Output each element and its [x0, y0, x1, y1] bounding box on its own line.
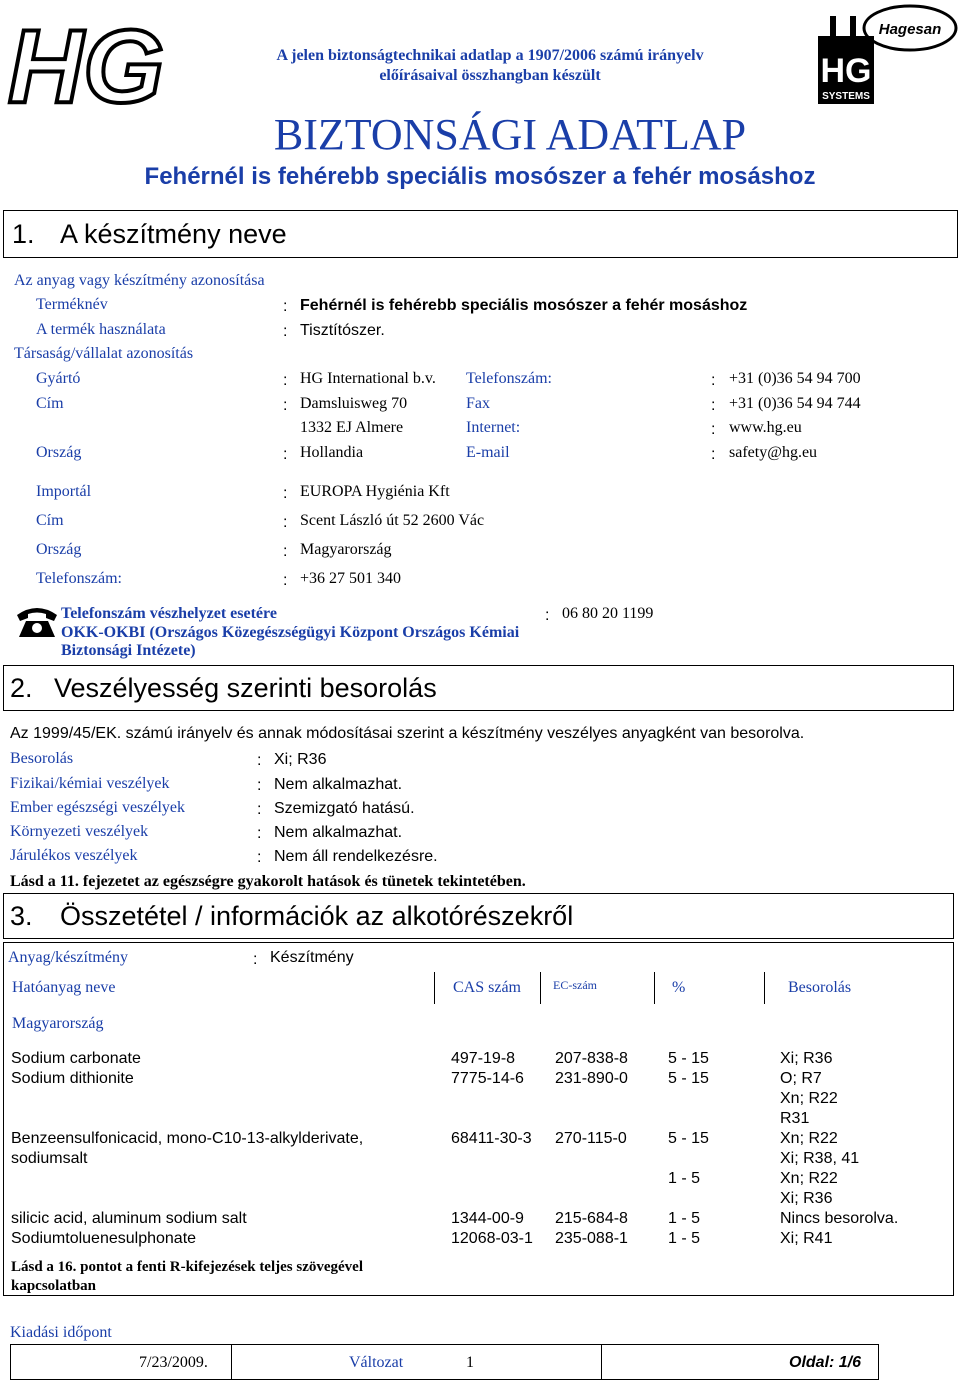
ingredient-classification: Xn; R22: [780, 1090, 838, 1107]
hg-logo: [6, 14, 166, 114]
emergency-org-line-2: Biztonsági Intézete): [61, 642, 196, 659]
column-divider: [764, 972, 765, 1004]
hazard-value: Nem áll rendelkezésre.: [274, 848, 438, 865]
hg-systems-logo: [812, 2, 960, 108]
colon: :: [283, 298, 288, 315]
emergency-phone: 06 80 20 1199: [562, 605, 654, 622]
identification-heading: Az anyag vagy készítmény azonosítása: [14, 272, 265, 289]
section-2-number: 2.: [10, 673, 33, 703]
issue-date-label: Kiadási időpont: [10, 1324, 112, 1341]
section-2-header: [3, 665, 954, 711]
ingredient-percent: 5 - 15: [668, 1070, 709, 1087]
ingredient-ec: 207-838-8: [555, 1050, 628, 1067]
fax-label: Fax: [466, 395, 490, 412]
ingredient-classification: Xi; R36: [780, 1190, 833, 1207]
colon: :: [283, 485, 288, 502]
section-1-header: [3, 210, 958, 258]
importer-label: Importál: [36, 483, 92, 500]
hazard-value: Xi; R36: [274, 751, 327, 768]
column-header-cas: CAS szám: [453, 979, 521, 996]
regulation-line-1: A jelen biztonságtechnikai adatlap a 1907/2006 számú irányelv: [276, 47, 704, 64]
section-3-note: [11, 1258, 363, 1296]
internet-link[interactable]: www.hg.eu: [729, 419, 802, 436]
colon: :: [257, 825, 262, 842]
product-name-label: Terméknév: [36, 296, 108, 313]
email-link[interactable]: safety@hg.eu: [729, 444, 818, 461]
issue-date: 7/23/2009.: [139, 1354, 208, 1371]
internet-label: Internet:: [466, 419, 521, 436]
hazard-label: Ember egészségi veszélyek: [10, 799, 186, 816]
ingredient-name: Benzeensulfonicacid, mono-C10-13-alkylderivate,: [11, 1130, 364, 1147]
ingredient-percent: 1 - 5: [668, 1210, 701, 1227]
ingredient-cas: 1344-00-9: [451, 1210, 524, 1227]
brand-badge-text: Hagesan: [878, 21, 942, 38]
importer-value: EUROPA Hygiénia Kft: [300, 483, 450, 500]
country-value: Hollandia: [300, 444, 364, 461]
column-header-percent: %: [672, 979, 686, 996]
telephone-icon: [14, 603, 60, 639]
section-3-header: [3, 893, 954, 939]
manufacturer-label: Gyártó: [36, 370, 81, 387]
ingredient-classification: Xn; R22: [780, 1130, 838, 1147]
product-subtitle: Fehérnél is fehérebb speciális mosószer a fehér mosáshoz: [144, 163, 816, 190]
ingredient-ec: 231-890-0: [555, 1070, 628, 1087]
manufacturer-value: HG International b.v.: [300, 370, 436, 387]
hazard-value: Nem alkalmazhat.: [274, 824, 403, 841]
logo-text: HG: [8, 14, 164, 114]
hazard-label: Járulékos veszélyek: [10, 847, 138, 864]
product-use-label: A termék használata: [36, 321, 166, 338]
phone-value: +31 (0)36 54 94 700: [729, 370, 861, 387]
section-2-title: Veszélyesség szerinti besorolás: [54, 673, 437, 703]
section-1-title: A készítmény neve: [60, 219, 287, 249]
importer-phone-value: +36 27 501 340: [300, 570, 402, 587]
hazard-label: Fizikai/kémiai veszélyek: [10, 775, 170, 792]
phone-label: Telefonszám:: [466, 370, 552, 387]
regulation-line-2: előírásaival összhangban készült: [379, 67, 601, 84]
hazard-label: Besorolás: [10, 750, 74, 767]
ingredient-name: silicic acid, aluminum sodium salt: [11, 1210, 247, 1227]
regulation-notice: [200, 46, 780, 86]
colon: :: [283, 323, 288, 340]
brand-logo-subtext: SYSTEMS: [822, 91, 870, 102]
footer-divider: [601, 1345, 602, 1379]
ingredient-classification: Xi; R41: [780, 1230, 833, 1247]
ingredient-cas: 68411-30-3: [451, 1130, 532, 1147]
ingredient-name-cont: sodiumsalt: [11, 1150, 88, 1167]
colon: :: [283, 543, 288, 560]
colon: :: [711, 372, 716, 389]
importer-country-label: Ország: [36, 541, 82, 558]
address-label: Cím: [36, 395, 64, 412]
country-label: Ország: [36, 444, 82, 461]
section-1-number: 1.: [12, 219, 35, 249]
document-title: BIZTONSÁGI ADATLAP: [273, 110, 747, 159]
ingredient-name: Sodiumtoluenesulphonate: [11, 1230, 197, 1247]
ingredient-ec: 270-115-0: [555, 1130, 627, 1147]
colon: :: [283, 446, 288, 463]
section-3-note-line-2: kapcsolatban: [11, 1278, 97, 1294]
column-divider: [540, 972, 541, 1004]
product-use-value: Tisztítószer.: [300, 322, 385, 339]
page-number: Oldal: 1/6: [789, 1354, 862, 1371]
colon: :: [711, 446, 716, 463]
brand-logo: [812, 2, 960, 108]
colon: :: [711, 421, 716, 438]
footer-box: [10, 1344, 879, 1380]
importer-country-value: Magyarország: [300, 541, 392, 558]
colon: :: [257, 752, 262, 769]
ingredient-percent: 5 - 15: [668, 1130, 709, 1147]
ingredient-cas: 12068-03-1: [451, 1230, 533, 1247]
importer-phone-label: Telefonszám:: [36, 570, 122, 587]
product-name-value: Fehérnél is fehérebb speciális mosószer a fehér mosáshoz: [300, 297, 748, 314]
emergency-label: Telefonszám vészhelyzet esetére: [61, 605, 277, 622]
ingredient-classification: Xn; R22: [780, 1170, 838, 1187]
column-header-name: Hatóanyag neve: [12, 979, 116, 996]
column-divider: [654, 972, 655, 1004]
substance-value: Készítmény: [270, 949, 354, 966]
ingredient-percent: 5 - 15: [668, 1050, 709, 1067]
composition-country: Magyarország: [12, 1015, 104, 1032]
ingredient-percent: 1 - 5: [668, 1230, 701, 1247]
hg-logo-graphic: [6, 14, 166, 114]
colon: :: [283, 514, 288, 531]
column-divider: [434, 972, 435, 1004]
company-heading: Társaság/vállalat azonosítás: [14, 345, 194, 362]
column-header-classification: Besorolás: [788, 979, 852, 996]
section-3-note-line-1: Lásd a 16. pontot a fenti R-kifejezések teljes szövegével: [11, 1259, 364, 1275]
ingredient-cas: 497-19-8: [451, 1050, 516, 1067]
brand-logo-text: HG: [820, 52, 872, 90]
address-line-1: Damsluisweg 70: [300, 395, 408, 412]
address-line-2: 1332 EJ Almere: [300, 419, 404, 436]
ingredient-classification: Xi; R38, 41: [780, 1150, 860, 1167]
ingredient-percent: 1 - 5: [668, 1170, 701, 1187]
ingredient-classification: R31: [780, 1110, 810, 1127]
column-header-ec: EC-szám: [553, 978, 597, 992]
colon: :: [257, 801, 262, 818]
hazard-value: Nem alkalmazhat.: [274, 776, 403, 793]
section-3-title: Összetétel / információk az alkotórészekről: [60, 901, 574, 931]
ingredient-name: Sodium dithionite: [11, 1070, 134, 1087]
classification-intro: Az 1999/45/EK. számú irányelv és annak módosításai szerint a készítmény veszélyes anyagként van besorolva.: [10, 725, 805, 742]
importer-address-label: Cím: [36, 512, 64, 529]
ingredient-classification: O; R7: [780, 1070, 822, 1087]
colon: :: [257, 777, 262, 794]
section-3-number: 3.: [10, 901, 33, 931]
hazard-label: Környezeti veszélyek: [10, 823, 149, 840]
ingredient-name: Sodium carbonate: [11, 1050, 141, 1067]
email-label: E-mail: [466, 444, 510, 461]
ingredient-classification: Xi; R36: [780, 1050, 833, 1067]
colon: :: [253, 951, 258, 968]
ingredient-ec: 215-684-8: [555, 1210, 628, 1227]
colon: :: [283, 397, 288, 414]
ingredient-ec: 235-088-1: [555, 1230, 628, 1247]
fax-value: +31 (0)36 54 94 744: [729, 395, 861, 412]
hazard-value: Szemizgató hatású.: [274, 800, 415, 817]
version-value: 1: [466, 1354, 474, 1371]
colon: :: [257, 849, 262, 866]
colon: :: [283, 372, 288, 389]
footer-divider: [231, 1345, 232, 1379]
importer-address-value: Scent László út 52 2600 Vác: [300, 512, 485, 529]
section-2-note: Lásd a 11. fejezetet az egészségre gyakorolt hatások és tünetek tekintetében.: [10, 873, 526, 890]
colon: :: [283, 572, 288, 589]
substance-label: Anyag/készítmény: [8, 949, 128, 966]
colon: :: [711, 397, 716, 414]
emergency-org-line-1: OKK-OKBI (Országos Közegészségügyi Központ Országos Kémiai: [61, 624, 520, 641]
ingredient-cas: 7775-14-6: [451, 1070, 524, 1087]
version-label: Változat: [349, 1354, 404, 1371]
ingredient-classification: Nincs besorolva.: [780, 1210, 899, 1227]
colon: :: [545, 607, 550, 624]
